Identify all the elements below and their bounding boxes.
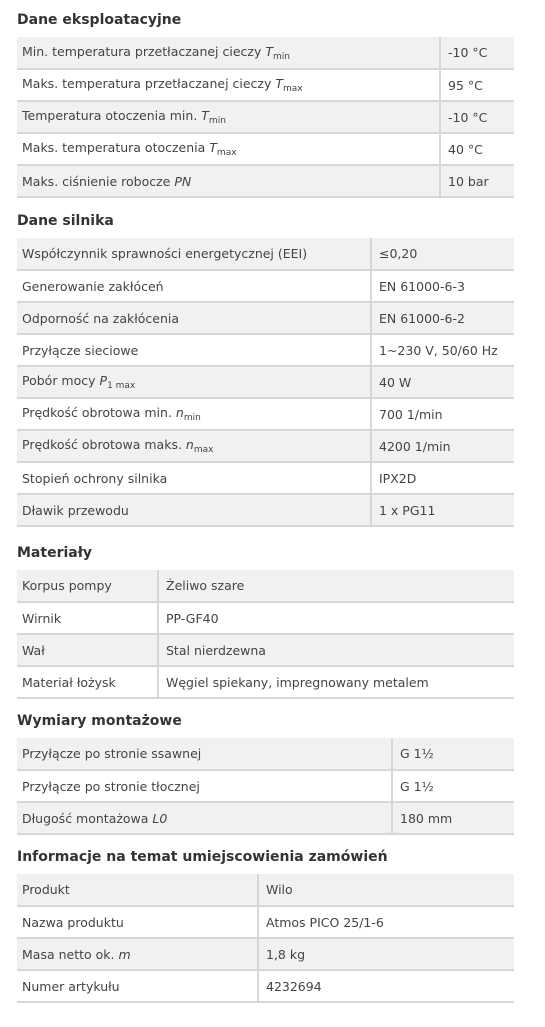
row-value: Żeliwo szare [158,570,514,602]
row-label: Współczynnik sprawności energetycznej (EEI) [17,238,371,270]
row-value: 1 x PG11 [371,494,514,526]
row-label: Min. temperatura przetłaczanej cieczy $T_{min}$ [17,37,440,69]
row-label: Korpus pompy [17,570,158,602]
row-label: Produkt [17,874,258,906]
section-materials [17,544,514,699]
row-value: 40 °C [440,133,514,165]
spec-table [17,738,514,835]
table-row [17,366,514,398]
table-row [17,938,514,970]
table-row [17,398,514,430]
row-value: G 1½ [392,738,514,770]
spec-table [17,238,514,527]
row-label: Nazwa produktu [17,906,258,938]
row-label: Dławik przewodu [17,494,371,526]
row-label: Odporność na zakłócenia [17,302,371,334]
row-label: Prędkość obrotowa maks. $n_{max}$ [17,430,371,462]
table-row [17,666,514,698]
row-value: ≤0,20 [371,238,514,270]
row-value: 10 bar [440,165,514,197]
table-row [17,69,514,101]
row-value: 4200 1/min [371,430,514,462]
section-installation-dimensions [17,712,514,835]
spec-table [17,874,514,1003]
row-label: Generowanie zakłóceń [17,270,371,302]
row-value: Węgiel spiekany, impregnowany metalem [158,666,514,698]
row-value: 40 W [371,366,514,398]
table-row [17,802,514,834]
row-label: Stopień ochrony silnika [17,462,371,494]
row-label: Maks. ciśnienie robocze PN [17,165,440,197]
row-value: EN 61000-6-3 [371,270,514,302]
table-row [17,238,514,270]
row-value: -10 °C [440,101,514,133]
row-label: Przyłącze po stronie tłocznej [17,770,392,802]
section-heading: Wymiary montażowe [17,713,182,729]
table-row [17,462,514,494]
table-row [17,602,514,634]
row-value: Atmos PICO 25/1-6 [258,906,514,938]
row-label: Prędkość obrotowa min. $n_{min}$ [17,398,371,430]
table-row [17,906,514,938]
section-operating-data [17,11,514,198]
row-value: Wilo [258,874,514,906]
row-value: 700 1/min [371,398,514,430]
row-value: 1~230 V, 50/60 Hz [371,334,514,366]
row-label: Wał [17,634,158,666]
section-motor-data [17,212,514,527]
row-label: Maks. temperatura przetłaczanej cieczy $T_{max}$ [17,69,440,101]
table-row [17,270,514,302]
table-row [17,970,514,1002]
row-label: Pobór mocy $P_{1 max}$ [17,366,371,398]
table-row [17,570,514,602]
row-value: 95 °C [440,69,514,101]
spec-table [17,37,514,198]
table-row [17,770,514,802]
row-label: Długość montażowa L0 [17,802,392,834]
row-label: Przyłącze sieciowe [17,334,371,366]
table-row [17,874,514,906]
table-row [17,738,514,770]
section-heading: Informacje na temat umiejscowienia zamówień [17,849,388,865]
row-value: 180 mm [392,802,514,834]
row-value: EN 61000-6-2 [371,302,514,334]
row-value: -10 °C [440,37,514,69]
row-label: Materiał łożysk [17,666,158,698]
table-row [17,37,514,69]
row-label: Wirnik [17,602,158,634]
table-row [17,334,514,366]
row-value: 4232694 [258,970,514,1002]
row-label: Maks. temperatura otoczenia $T_{max}$ [17,133,440,165]
table-row [17,302,514,334]
row-value: IPX2D [371,462,514,494]
row-label: Masa netto ok. m [17,938,258,970]
row-value: Stal nierdzewna [158,634,514,666]
row-label: Temperatura otoczenia min. $T_{min}$ [17,101,440,133]
table-row [17,165,514,197]
table-row [17,634,514,666]
section-heading: Dane eksploatacyjne [17,12,182,28]
row-value: G 1½ [392,770,514,802]
row-label: Przyłącze po stronie ssawnej [17,738,392,770]
row-label: Numer artykułu [17,970,258,1002]
table-row [17,133,514,165]
table-row [17,494,514,526]
section-heading: Dane silnika [17,213,114,229]
table-row [17,101,514,133]
row-value: PP-GF40 [158,602,514,634]
section-heading: Materiały [17,545,93,561]
row-value: 1,8 kg [258,938,514,970]
table-row [17,430,514,462]
section-order-information [17,848,514,1003]
spec-table [17,570,514,699]
